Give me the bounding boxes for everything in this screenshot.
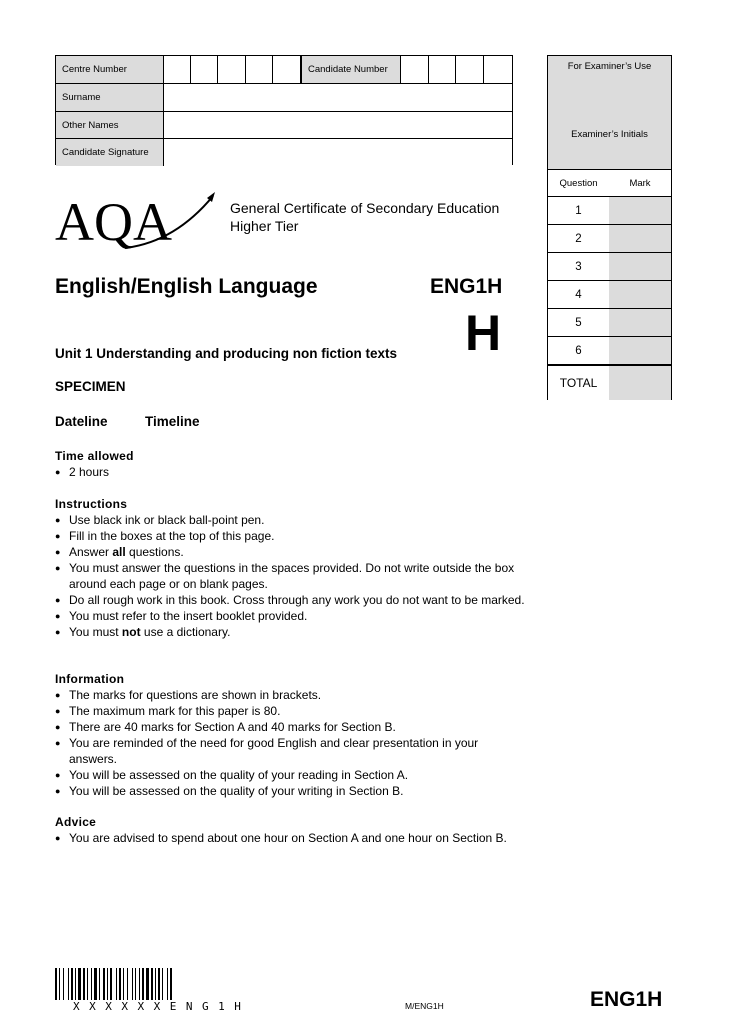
other-names-label: Other Names	[56, 112, 164, 139]
candidate-number-digit-4[interactable]	[484, 56, 512, 83]
signature-field[interactable]	[164, 139, 512, 166]
barcode-bar	[135, 968, 136, 1000]
unit-title: Unit 1 Understanding and producing non fiction texts	[55, 346, 397, 361]
barcode-bar	[167, 968, 168, 1000]
barcode-bar	[63, 968, 64, 1000]
centre-number-digit-5[interactable]	[273, 56, 301, 83]
barcode-image	[55, 968, 255, 1000]
tier-title: Higher Tier	[230, 218, 299, 234]
barcode-bar	[119, 968, 121, 1000]
aqa-logo	[55, 190, 220, 255]
barcode-bar	[146, 968, 149, 1000]
time-allowed-heading: Time allowed	[55, 449, 134, 463]
total-row	[548, 364, 671, 400]
dateline-label: Dateline	[55, 414, 108, 429]
surname-row	[56, 84, 512, 111]
other-names-row	[56, 112, 512, 139]
barcode-bar	[99, 968, 100, 1000]
list-item: ● Use black ink or black ball-point pen.	[55, 512, 525, 528]
barcode-bar	[158, 968, 160, 1000]
text: use a dictionary.	[140, 625, 231, 639]
instructions-heading: Instructions	[55, 497, 128, 511]
candidate-number-label: Candidate Number	[301, 56, 401, 83]
question-number: 1	[548, 197, 610, 224]
barcode-bar	[87, 968, 88, 1000]
advice-section	[55, 814, 525, 846]
question-row-6	[548, 336, 671, 364]
other-names-field[interactable]	[164, 112, 512, 139]
candidate-number-digit-3[interactable]	[456, 56, 484, 83]
advice-heading: Advice	[55, 815, 97, 829]
barcode-bar	[151, 968, 153, 1000]
barcode-bar	[71, 968, 73, 1000]
candidate-number-digit-2[interactable]	[429, 56, 456, 83]
barcode-bar	[116, 968, 117, 1000]
question-row-2	[548, 224, 671, 252]
qualification-heading	[230, 199, 499, 235]
mark-column-header: Mark	[609, 170, 671, 196]
question-row-3	[548, 252, 671, 280]
centre-number-digit-1[interactable]	[164, 56, 191, 83]
surname-field[interactable]	[164, 84, 512, 111]
text: Answer	[69, 545, 113, 559]
mark-cell[interactable]	[609, 197, 671, 224]
centre-number-row	[56, 56, 512, 83]
barcode-bar	[75, 968, 76, 1000]
centre-number-digit-3[interactable]	[218, 56, 246, 83]
question-number: 3	[548, 253, 610, 280]
question-number: 4	[548, 281, 610, 308]
surname-label: Surname	[56, 84, 164, 111]
barcode-text: XXXXXXENG1H	[73, 1000, 251, 1013]
tier-letter: H	[465, 305, 502, 361]
barcode-bar	[94, 968, 97, 1000]
centre-number-label: Centre Number	[56, 56, 164, 83]
examiner-initials-label: Examiner’s Initials	[571, 129, 648, 140]
list-item: ● The marks for questions are shown in brackets.	[55, 687, 525, 703]
instructions-section	[55, 496, 525, 640]
information-heading: Information	[55, 672, 125, 686]
centre-number-digit-2[interactable]	[191, 56, 218, 83]
information-section	[55, 671, 525, 799]
barcode-bar	[59, 968, 60, 1000]
list-item: ● You are advised to spend about one hour on Section A and one hour on Section B.	[55, 830, 525, 846]
list-item	[55, 624, 525, 640]
question-row-4	[548, 280, 671, 308]
question-number: 5	[548, 309, 610, 336]
total-label: TOTAL	[548, 366, 610, 400]
barcode-bar	[68, 968, 69, 1000]
question-number: 2	[548, 225, 610, 252]
timeline-label: Timeline	[145, 414, 200, 429]
barcode-bar	[107, 968, 108, 1000]
specimen-label: SPECIMEN	[55, 379, 126, 394]
footer-paper-code: ENG1H	[590, 988, 663, 1011]
emphasis: all	[112, 545, 126, 559]
barcode-bar	[170, 968, 172, 1000]
list-item	[55, 544, 525, 560]
barcode-bar	[78, 968, 81, 1000]
question-number: 6	[548, 337, 610, 364]
logo-text: AQA	[55, 192, 172, 250]
barcode-bar	[142, 968, 144, 1000]
paper-code: ENG1H	[430, 275, 503, 298]
barcode-bar	[91, 968, 92, 1000]
barcode-bar	[127, 968, 128, 1000]
list-item: ● There are 40 marks for Section A and 40 marks for Section B.	[55, 719, 525, 735]
question-row-1	[548, 196, 671, 224]
mark-cell[interactable]	[609, 281, 671, 308]
list-item: ● 2 hours	[55, 464, 525, 480]
text: questions.	[125, 545, 184, 559]
examiner-heading: For Examiner’s Use	[567, 61, 652, 72]
barcode-bar	[132, 968, 133, 1000]
subject-title: English/English Language	[55, 275, 318, 298]
barcode-bar	[83, 968, 85, 1000]
mark-cell[interactable]	[609, 309, 671, 336]
list-item: ● You must answer the questions in the spaces provided. Do not write outside the box around each page or on blank pages.	[55, 560, 525, 592]
list-item: ● You will be assessed on the quality of your writing in Section B.	[55, 783, 525, 799]
signature-row	[56, 139, 512, 166]
mark-cell[interactable]	[609, 253, 671, 280]
barcode-bar	[155, 968, 156, 1000]
barcode-bar	[103, 968, 105, 1000]
emphasis: not	[121, 625, 141, 639]
list-item: ● You must refer to the insert booklet provided.	[55, 608, 525, 624]
qualification-title: General Certificate of Secondary Education	[230, 200, 500, 216]
total-mark-cell[interactable]	[609, 366, 671, 400]
barcode-bar	[162, 968, 163, 1000]
question-column-header: Question	[548, 170, 610, 196]
paper-reference: M/ENG1H	[405, 1001, 444, 1011]
list-item: ● The maximum mark for this paper is 80.	[55, 703, 525, 719]
mark-cell[interactable]	[609, 337, 671, 364]
signature-label: Candidate Signature	[56, 139, 164, 166]
barcode-bar	[55, 968, 57, 1000]
list-item: ● Fill in the boxes at the top of this page.	[55, 528, 525, 544]
examiner-table-header	[548, 169, 671, 196]
question-row-5	[548, 308, 671, 336]
examiner-box	[547, 55, 672, 400]
barcode-bar	[139, 968, 140, 1000]
text: You must	[69, 625, 122, 639]
candidate-number-digit-1[interactable]	[401, 56, 429, 83]
candidate-details-box	[55, 55, 513, 165]
centre-number-digit-4[interactable]	[246, 56, 273, 83]
barcode-bar	[110, 968, 112, 1000]
list-item: ● You are reminded of the need for good English and clear presentation in your answers.	[55, 735, 525, 767]
time-allowed-section	[55, 448, 525, 480]
mark-cell[interactable]	[609, 225, 671, 252]
barcode-bar	[123, 968, 124, 1000]
list-item: ● You will be assessed on the quality of your reading in Section A.	[55, 767, 525, 783]
list-item: ● Do all rough work in this book. Cross through any work you do not want to be marked.	[55, 592, 525, 608]
